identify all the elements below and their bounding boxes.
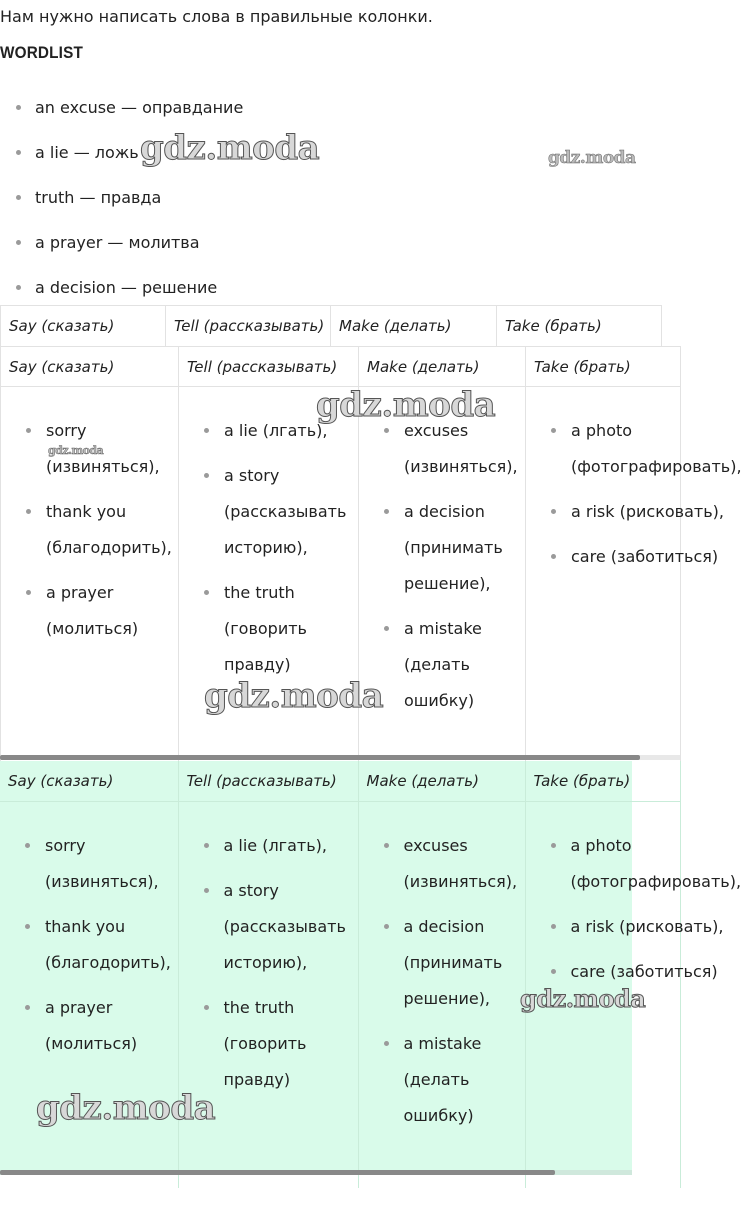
bullet-icon [384,843,389,848]
watermark: gdz.moda [204,676,384,716]
bullet-icon [16,150,21,155]
watermark: gdz.moda [48,444,104,457]
header-tell: Tell (рассказывать) [179,347,359,387]
list-item-cont: (благодорить), [46,538,172,557]
wordlist-item: an excuse — оправдание [0,90,680,135]
list-item: excuses [359,828,525,864]
header-tell: Tell (рассказывать) [178,761,358,801]
list-item-cont: (извиняться), [45,871,159,891]
list-item-cont: (делать [403,1069,470,1089]
bullet-icon [26,590,31,595]
column-tell [179,387,359,780]
header-make: Make (делать) [358,761,525,801]
bullet-icon [384,1041,389,1046]
list-item: a mistake [359,611,525,647]
list-item-cont: ошибку) [403,1105,474,1125]
bullet-icon [551,969,556,974]
wordlist-item: a prayer — молитва [0,225,680,270]
list-item-cont: ошибку) [404,691,475,710]
wordlist-item: truth — правда [0,180,680,225]
list-item-cont: историю), [224,538,308,557]
wordlist-title: WORDLIST [0,43,84,62]
bullet-icon [204,888,209,893]
bullet-icon [16,195,21,200]
list-item: a lie (лгать), [179,413,358,449]
list-item: care (заботиться) [526,954,680,990]
list-item-cont: (говорить [224,619,307,638]
bullet-icon [204,473,209,478]
list-item-cont: правду) [224,655,291,674]
column-take [526,387,742,780]
header-take: Take (брать) [526,347,681,387]
list-item-cont: (фотографировать), [571,457,742,476]
list-item-cont: (рассказывать [223,916,346,936]
bullet-icon [25,843,30,848]
list-item: a story [179,873,358,909]
list-item-cont: правду) [223,1069,291,1089]
wordlist-item: a decision — решение [0,270,680,315]
list-item: the truth [179,575,358,611]
list-item: a decision [359,494,525,530]
bullet-icon [551,554,556,559]
list-item: a risk (рисковать), [526,909,680,945]
bullet-icon [26,509,31,514]
bullet-icon [551,509,556,514]
highlighted-table-scrollbar[interactable] [0,1170,632,1175]
list-item-cont: (рассказывать [224,502,347,521]
intro-text: Нам нужно написать слова в правильные колонки. [0,7,433,26]
wordlist [0,90,680,315]
list-item: sorry [1,413,178,449]
list-item: a mistake [359,1026,525,1062]
list-item-cont: (принимать [403,952,503,972]
list-item-cont: (извиняться), [404,457,518,476]
column-tell [178,801,358,1188]
list-item: a prayer [0,990,178,1026]
watermark: gdz.moda [548,148,636,168]
list-item: a photo [526,413,680,449]
header-row-plain [0,305,662,346]
list-item: thank you [1,494,178,530]
header-say: Say (сказать) [1,347,179,387]
watermark: gdz.moda [140,128,320,168]
column-make [359,387,526,780]
watermark: gdz.moda [520,984,646,1013]
list-item: a prayer [1,575,178,611]
list-item: a photo [526,828,680,864]
list-item: care (заботиться) [526,539,680,575]
bullet-icon [384,428,389,433]
bullet-icon [16,105,21,110]
list-item: a risk (рисковать), [526,494,680,530]
header-say: Say (сказать) [0,306,166,346]
bullet-icon [551,428,556,433]
bullet-icon [26,428,31,433]
table-scrollbar[interactable] [0,755,680,760]
list-item: thank you [0,909,178,945]
list-item: a story [179,458,358,494]
list-item: a lie (лгать), [179,828,358,864]
bullet-icon [551,843,556,848]
bullet-icon [384,509,389,514]
watermark: gdz.moda [36,1088,216,1128]
bullet-icon [384,924,389,929]
column-make [358,801,525,1188]
list-item-cont: (принимать [404,538,503,557]
list-item: the truth [179,990,358,1026]
list-item: excuses [359,413,525,449]
list-item-cont: (молиться) [45,1033,138,1053]
list-item-cont: (благодорить), [45,952,171,972]
header-tell: Tell (рассказывать) [166,306,331,346]
list-item-cont: решение), [403,988,491,1008]
header-take: Take (брать) [497,306,662,346]
watermark: gdz.moda [316,385,496,425]
header-make: Make (делать) [331,306,497,346]
bullet-icon [384,626,389,631]
scrollbar-thumb[interactable] [0,1170,555,1175]
bullet-icon [551,924,556,929]
list-item: sorry [0,828,178,864]
bullet-icon [25,924,30,929]
list-item-cont: историю), [223,952,308,972]
bullet-icon [204,843,209,848]
list-item-cont: (делать [404,655,470,674]
header-say: Say (сказать) [0,761,178,801]
bullet-icon [16,285,21,290]
list-item-cont: (извиняться), [46,457,160,476]
wordlist-item: a lie — ложь [0,135,680,180]
list-item-cont: (говорить [223,1033,307,1053]
bullet-icon [204,1005,209,1010]
column-say [0,801,178,1188]
bullet-icon [204,590,209,595]
bullet-icon [204,428,209,433]
list-item-cont: (молиться) [46,619,139,638]
list-item-cont: (извиняться), [403,871,518,891]
list-item-cont: (фотографировать), [570,871,742,891]
header-make: Make (делать) [359,347,526,387]
header-take: Take (брать) [525,761,680,801]
list-item: a decision [359,909,525,945]
bullet-icon [16,240,21,245]
bullet-icon [25,1005,30,1010]
scrollbar-thumb[interactable] [0,755,640,760]
list-item-cont: решение), [404,574,491,593]
